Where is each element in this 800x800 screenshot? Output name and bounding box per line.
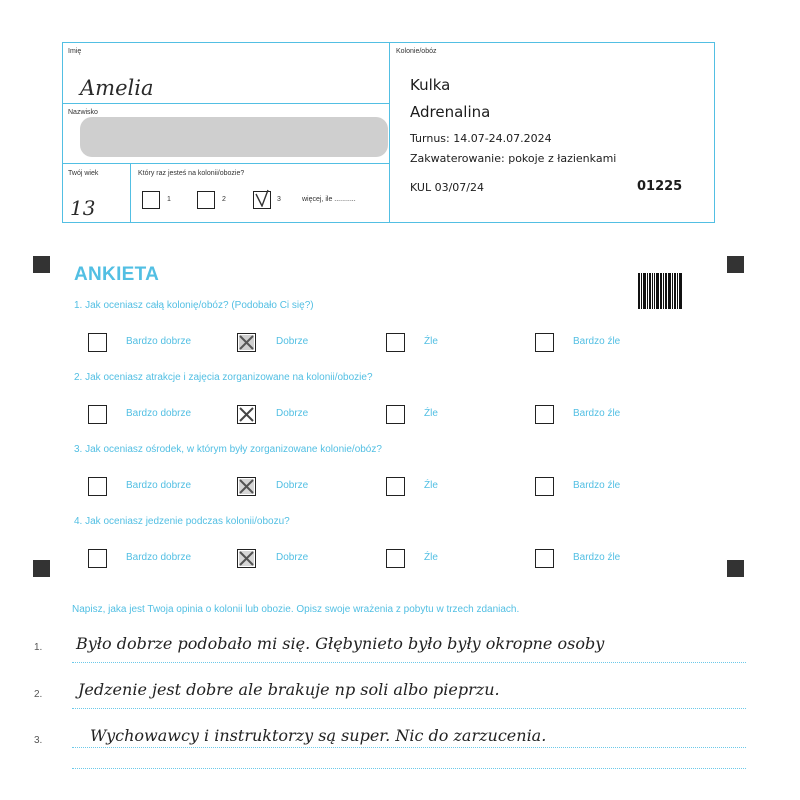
q1-option-bardzo-dobrze[interactable] <box>88 333 107 352</box>
colony-name-line2: Adrenalina <box>410 103 491 121</box>
q2-option-bardzo-zle[interactable] <box>535 405 554 424</box>
q2-label-bardzo-zle: Bardzo źle <box>573 408 621 419</box>
q3-label-zle: Źle <box>424 480 438 491</box>
header-divider-surname <box>62 163 389 164</box>
answer-rule-2 <box>72 708 746 709</box>
barcode <box>638 273 690 309</box>
q3-option-bardzo-zle[interactable] <box>535 477 554 496</box>
q1-label-dobrze: Dobrze <box>276 336 309 347</box>
q1-label-zle: Źle <box>424 336 438 347</box>
registration-marker-top-left <box>33 256 50 273</box>
check-icon <box>253 189 271 207</box>
answer-line-2[interactable]: Jedzenie jest dobre ale brakuje np soli albo pieprzu. <box>78 680 500 699</box>
x-mark-icon <box>237 333 256 352</box>
answer-rule-4 <box>72 768 746 769</box>
times-checkbox-2[interactable] <box>197 191 215 209</box>
header-divider-vertical <box>389 42 390 223</box>
survey-title: ANKIETA <box>74 264 160 285</box>
header-divider-name <box>62 103 389 104</box>
answer-line-3[interactable]: Wychowawcy i instruktorzy są super. Nic do zarzucenia. <box>90 726 547 745</box>
registration-marker-bottom-right <box>727 560 744 577</box>
q1-option-dobrze[interactable] <box>237 333 256 352</box>
q1-label-bardzo-dobrze: Bardzo dobrze <box>126 336 192 347</box>
q4-option-dobrze[interactable] <box>237 549 256 568</box>
opinion-prompt: Napisz, jaka jest Twoja opinia o kolonii lub obozie. Opisz swoje wrażenia z pobytu w trzech zdaniach. <box>72 604 520 615</box>
q4-option-bardzo-zle[interactable] <box>535 549 554 568</box>
form-number: 01225 <box>637 179 683 194</box>
times-option-3: 3 <box>277 196 281 203</box>
q4-label-bardzo-dobrze: Bardzo dobrze <box>126 552 192 563</box>
q2-label-bardzo-dobrze: Bardzo dobrze <box>126 408 192 419</box>
question-1: 1. Jak oceniasz całą kolonię/obóz? (Podobało Ci się?) <box>74 300 314 311</box>
q2-option-bardzo-dobrze[interactable] <box>88 405 107 424</box>
q1-option-zle[interactable] <box>386 333 405 352</box>
q3-label-dobrze: Dobrze <box>276 480 309 491</box>
colony-label: Kolonie/obóz <box>396 48 437 55</box>
line-number-1: 1. <box>34 642 43 653</box>
q3-label-bardzo-zle: Bardzo źle <box>573 480 621 491</box>
surname-label: Nazwisko <box>68 109 98 116</box>
q4-option-zle[interactable] <box>386 549 405 568</box>
q2-option-zle[interactable] <box>386 405 405 424</box>
question-4: 4. Jak oceniasz jedzenie podczas kolonii/obozu? <box>74 516 290 527</box>
accommodation: Zakwaterowanie: pokoje z łazienkami <box>410 152 617 165</box>
times-option-2: 2 <box>222 196 226 203</box>
age-value[interactable]: 13 <box>70 196 96 220</box>
times-option-1: 1 <box>167 196 171 203</box>
q3-option-dobrze[interactable] <box>237 477 256 496</box>
q3-option-zle[interactable] <box>386 477 405 496</box>
colony-code: KUL 03/07/24 <box>410 181 484 194</box>
age-label: Twój wiek <box>68 170 99 177</box>
question-3: 3. Jak oceniasz ośrodek, w którym były zorganizowane kolonie/obóz? <box>74 444 382 455</box>
line-number-2: 2. <box>34 689 43 700</box>
q2-option-dobrze[interactable] <box>237 405 256 424</box>
x-mark-icon <box>237 477 256 496</box>
times-checkbox-3[interactable] <box>253 191 271 209</box>
header-divider-age <box>130 163 131 223</box>
registration-marker-bottom-left <box>33 560 50 577</box>
x-mark-icon <box>237 549 256 568</box>
surname-redaction <box>80 117 388 157</box>
q1-label-bardzo-zle: Bardzo źle <box>573 336 621 347</box>
times-more: więcej, ile ........... <box>302 196 356 203</box>
q2-label-zle: Źle <box>424 408 438 419</box>
times-checkbox-1[interactable] <box>142 191 160 209</box>
line-number-3: 3. <box>34 735 43 746</box>
answer-line-1[interactable]: Było dobrze podobało mi się. Głębynieto było były okropne osoby <box>76 634 605 653</box>
q1-option-bardzo-zle[interactable] <box>535 333 554 352</box>
q4-label-dobrze: Dobrze <box>276 552 309 563</box>
q4-label-zle: Źle <box>424 552 438 563</box>
q4-label-bardzo-zle: Bardzo źle <box>573 552 621 563</box>
question-2: 2. Jak oceniasz atrakcje i zajęcia zorganizowane na kolonii/obozie? <box>74 372 373 383</box>
registration-marker-top-right <box>727 256 744 273</box>
q3-option-bardzo-dobrze[interactable] <box>88 477 107 496</box>
x-mark-icon <box>237 405 256 424</box>
q3-label-bardzo-dobrze: Bardzo dobrze <box>126 480 192 491</box>
turnus: Turnus: 14.07-24.07.2024 <box>410 132 552 145</box>
name-value[interactable]: Amelia <box>80 76 154 100</box>
colony-name-line1: Kulka <box>410 76 451 94</box>
answer-rule-3 <box>72 747 746 748</box>
name-label: Imię <box>68 48 82 55</box>
answer-rule-1 <box>72 662 746 663</box>
times-label: Który raz jesteś na kolonii/obozie? <box>138 170 245 177</box>
q2-label-dobrze: Dobrze <box>276 408 309 419</box>
q4-option-bardzo-dobrze[interactable] <box>88 549 107 568</box>
